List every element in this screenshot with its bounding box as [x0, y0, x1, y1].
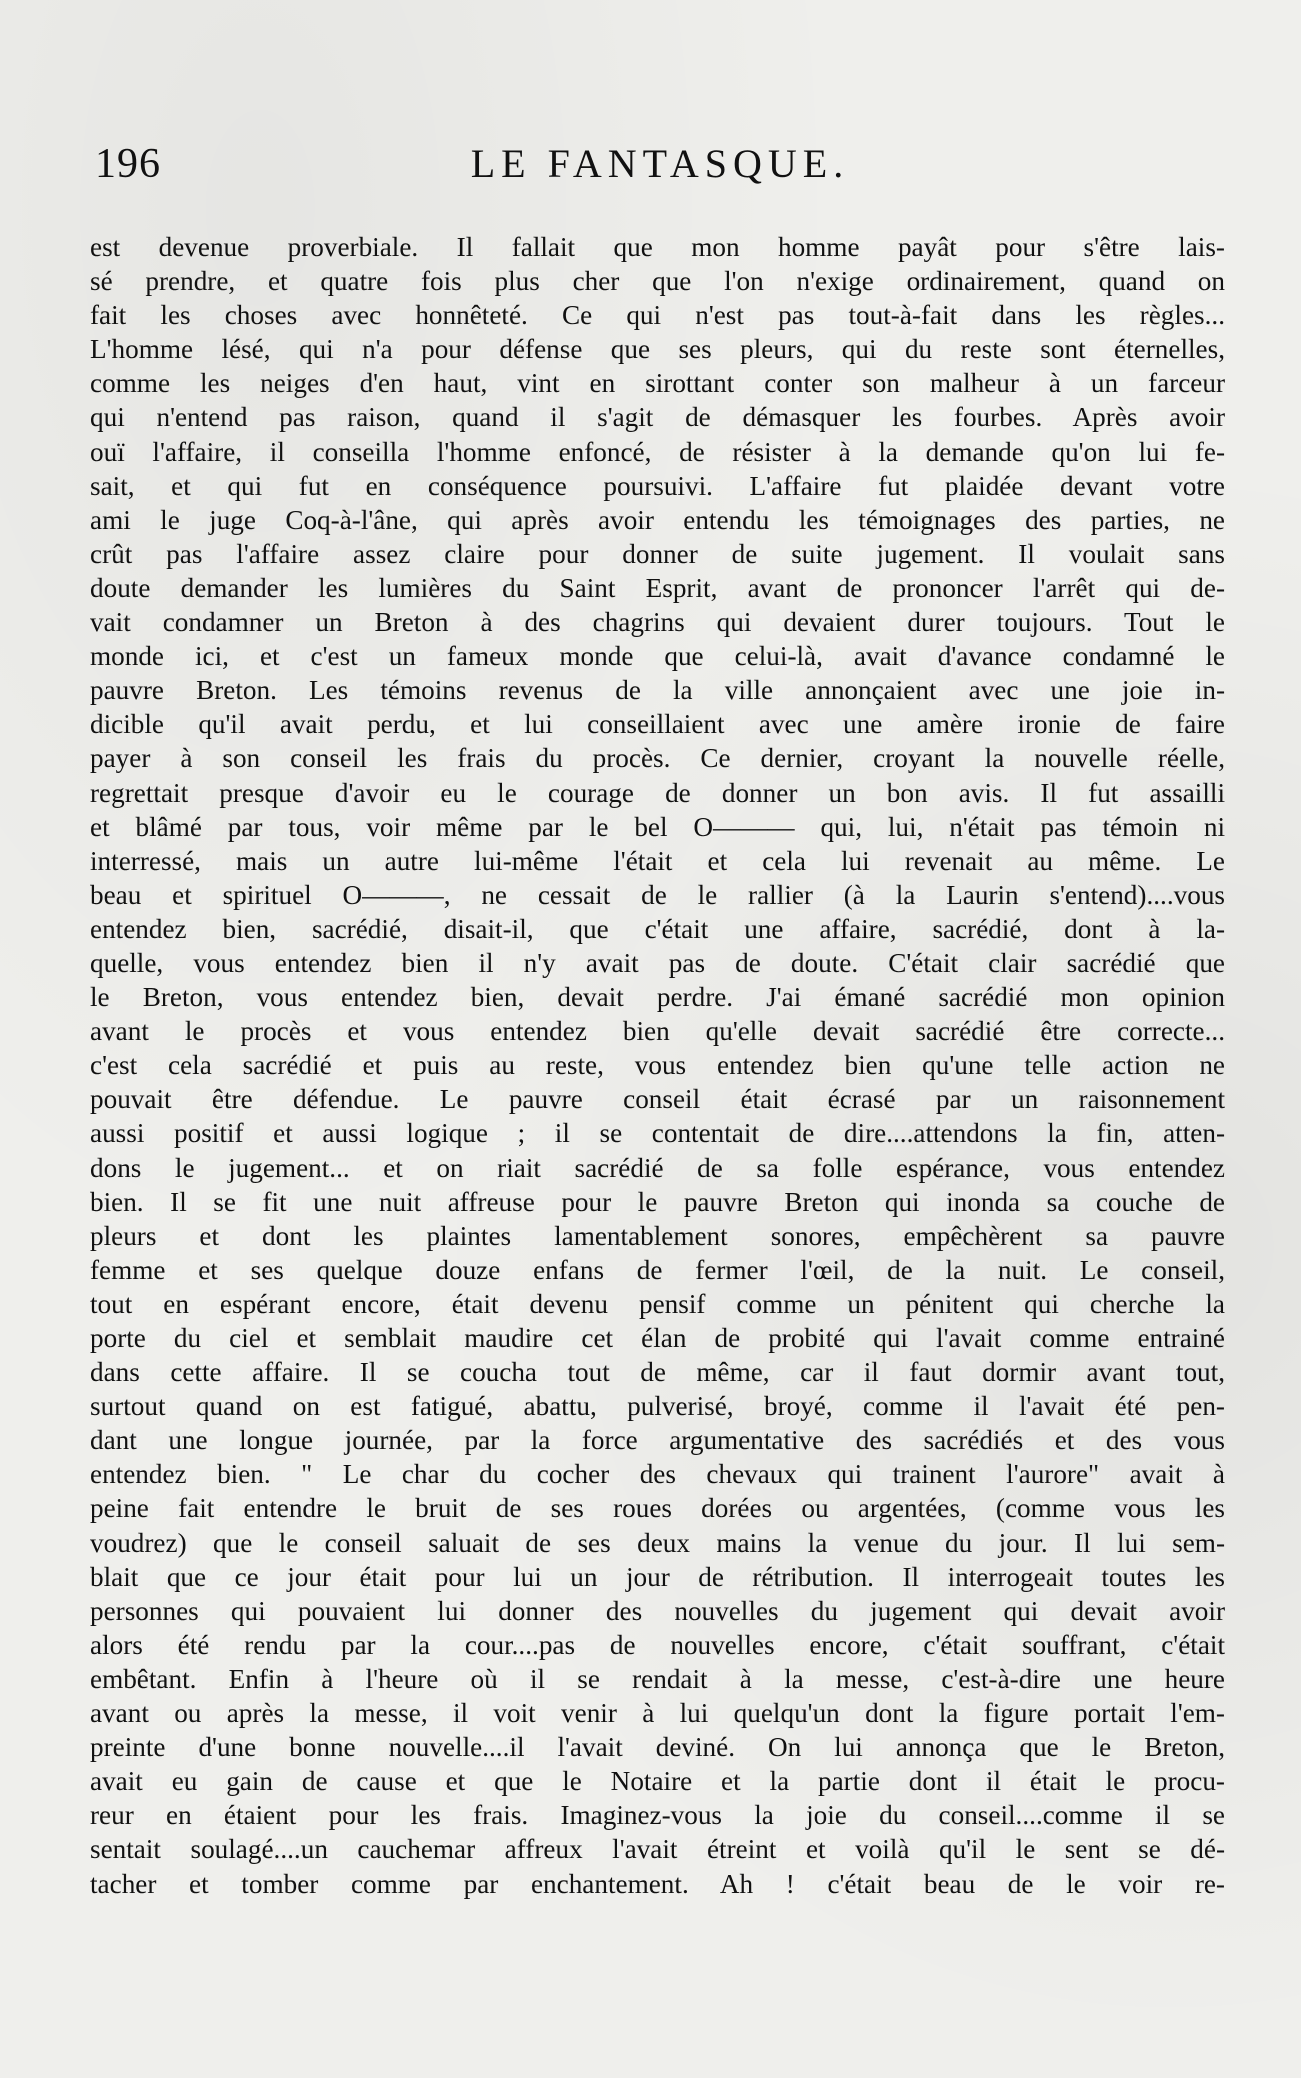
- text-line: personnes qui pouvaient lui donner des nouvelles du jugement qui devait avoir: [90, 1595, 1225, 1626]
- text-line: pauvre Breton. Les témoins revenus de la ville annonçaient avec une joie in-: [90, 675, 1225, 706]
- text-line: sé prendre, et quatre fois plus cher que l'on n'exige ordinairement, quand on: [90, 266, 1225, 297]
- text-line: avant le procès et vous entendez bien qu'elle devait sacrédié être correcte...: [90, 1016, 1225, 1047]
- text-line: monde ici, et c'est un fameux monde que celui-là, avait d'avance condamné le: [90, 641, 1225, 672]
- text-line: sentait soulagé....un cauchemar affreux l'avait étreint et voilà qu'il le sent se dé-: [90, 1834, 1225, 1865]
- text-line: entendez bien, sacrédié, disait-il, que c'était une affaire, sacrédié, dont à la-: [90, 913, 1225, 944]
- text-line: L'homme lésé, qui n'a pour défense que ses pleurs, qui du reste sont éternelles,: [90, 334, 1225, 365]
- text-line: doute demander les lumières du Saint Esprit, avant de prononcer l'arrêt qui de-: [90, 572, 1225, 603]
- text-line: et blâmé par tous, voir même par le bel O——— qui, lui, n'était pas témoin ni: [90, 811, 1225, 842]
- text-line: voudrez) que le conseil saluait de ses deux mains la venue du jour. Il lui sem-: [90, 1527, 1225, 1558]
- text-line: pleurs et dont les plaintes lamentablement sonores, empêchèrent sa pauvre: [90, 1220, 1225, 1251]
- text-line: alors été rendu par la cour....pas de nouvelles encore, c'était souffrant, c'était: [90, 1629, 1225, 1660]
- text-line: le Breton, vous entendez bien, devait perdre. J'ai émané sacrédié mon opinion: [90, 982, 1225, 1013]
- text-line: vait condamner un Breton à des chagrins qui devaient durer toujours. Tout le: [90, 607, 1225, 638]
- text-line: avant ou après la messe, il voit venir à lui quelqu'un dont la figure portait l'em-: [90, 1698, 1225, 1729]
- text-line: tout en espérant encore, était devenu pensif comme un pénitent qui cherche la: [90, 1288, 1225, 1319]
- text-line: regrettait presque d'avoir eu le courage de donner un bon avis. Il fut assailli: [90, 777, 1225, 808]
- text-line: interressé, mais un autre lui-même l'était et cela lui revenait au même. Le: [90, 845, 1225, 876]
- text-line: tacher et tomber comme par enchantement. Ah ! c'était beau de le voir re-: [90, 1868, 1225, 1899]
- text-line: femme et ses quelque douze enfans de fermer l'œil, de la nuit. Le conseil,: [90, 1254, 1225, 1285]
- text-line: dons le jugement... et on riait sacrédié de sa folle espérance, vous entendez: [90, 1152, 1225, 1183]
- text-line: avait eu gain de cause et que le Notaire et la partie dont il était le procu-: [90, 1766, 1225, 1797]
- text-line: blait que ce jour était pour lui un jour de rétribution. Il interrogeait toutes les: [90, 1561, 1225, 1592]
- text-line: payer à son conseil les frais du procès. Ce dernier, croyant la nouvelle réelle,: [90, 743, 1225, 774]
- text-line: quelle, vous entendez bien il n'y avait pas de doute. C'était clair sacrédié que: [90, 947, 1225, 978]
- page-number: 196: [95, 141, 161, 187]
- text-line: entendez bien. " Le char du cocher des chevaux qui trainent l'aurore" avait à: [90, 1459, 1225, 1490]
- body-text: [90, 230, 1225, 1901]
- text-line: porte du ciel et semblait maudire cet élan de probité qui l'avait comme entrainé: [90, 1323, 1225, 1353]
- text-line: comme les neiges d'en haut, vint en sirottant conter son malheur à un farceur: [90, 368, 1225, 399]
- text-line: sait, et qui fut en conséquence poursuivi. L'affaire fut plaidée devant votre: [90, 470, 1225, 501]
- text-line: peine fait entendre le bruit de ses roues dorées ou argentées, (comme vous les: [90, 1493, 1225, 1524]
- text-line: dicible qu'il avait perdu, et lui conseillaient avec une amère ironie de faire: [90, 709, 1225, 740]
- text-line: surtout quand on est fatigué, abattu, pulverisé, broyé, comme il l'avait été pen-: [90, 1391, 1225, 1422]
- text-line: embêtant. Enfin à l'heure où il se rendait à la messe, c'est-à-dire une heure: [90, 1663, 1225, 1694]
- text-line: est devenue proverbiale. Il fallait que mon homme payât pour s'être lais-: [90, 232, 1225, 262]
- text-line: ouï l'affaire, il conseilla l'homme enfoncé, de résister à la demande qu'on lui fe-: [90, 436, 1225, 467]
- text-line: pouvait être défendue. Le pauvre conseil était écrasé par un raisonnement: [90, 1084, 1225, 1115]
- text-line: beau et spirituel O———, ne cessait de le rallier (à la Laurin s'entend)....vous: [90, 879, 1225, 910]
- text-line: ami le juge Coq-à-l'âne, qui après avoir entendu les témoignages des parties, ne: [90, 504, 1225, 535]
- text-line: dant une longue journée, par la force argumentative des sacrédiés et des vous: [90, 1425, 1225, 1456]
- text-line: c'est cela sacrédié et puis au reste, vous entendez bien qu'une telle action ne: [90, 1050, 1225, 1081]
- page-header: [95, 140, 1225, 190]
- text-line: fait les choses avec honnêteté. Ce qui n'est pas tout-à-fait dans les règles...: [90, 300, 1225, 331]
- text-line: bien. Il se fit une nuit affreuse pour le pauvre Breton qui inonda sa couche de: [90, 1186, 1225, 1217]
- text-line: dans cette affaire. Il se coucha tout de même, car il faut dormir avant tout,: [90, 1357, 1225, 1388]
- text-line: qui n'entend pas raison, quand il s'agit de démasquer les fourbes. Après avoir: [90, 402, 1225, 433]
- text-line: aussi positif et aussi logique ; il se contentait de dire....attendons la fin, atten-: [90, 1118, 1225, 1149]
- text-line: reur en étaient pour les frais. Imaginez-vous la joie du conseil....comme il se: [90, 1800, 1225, 1831]
- running-title: LE FANTASQUE.: [470, 141, 850, 186]
- text-line: crût pas l'affaire assez claire pour donner de suite jugement. Il voulait sans: [90, 538, 1225, 569]
- text-line: preinte d'une bonne nouvelle....il l'avait deviné. On lui annonça que le Breton,: [90, 1732, 1225, 1763]
